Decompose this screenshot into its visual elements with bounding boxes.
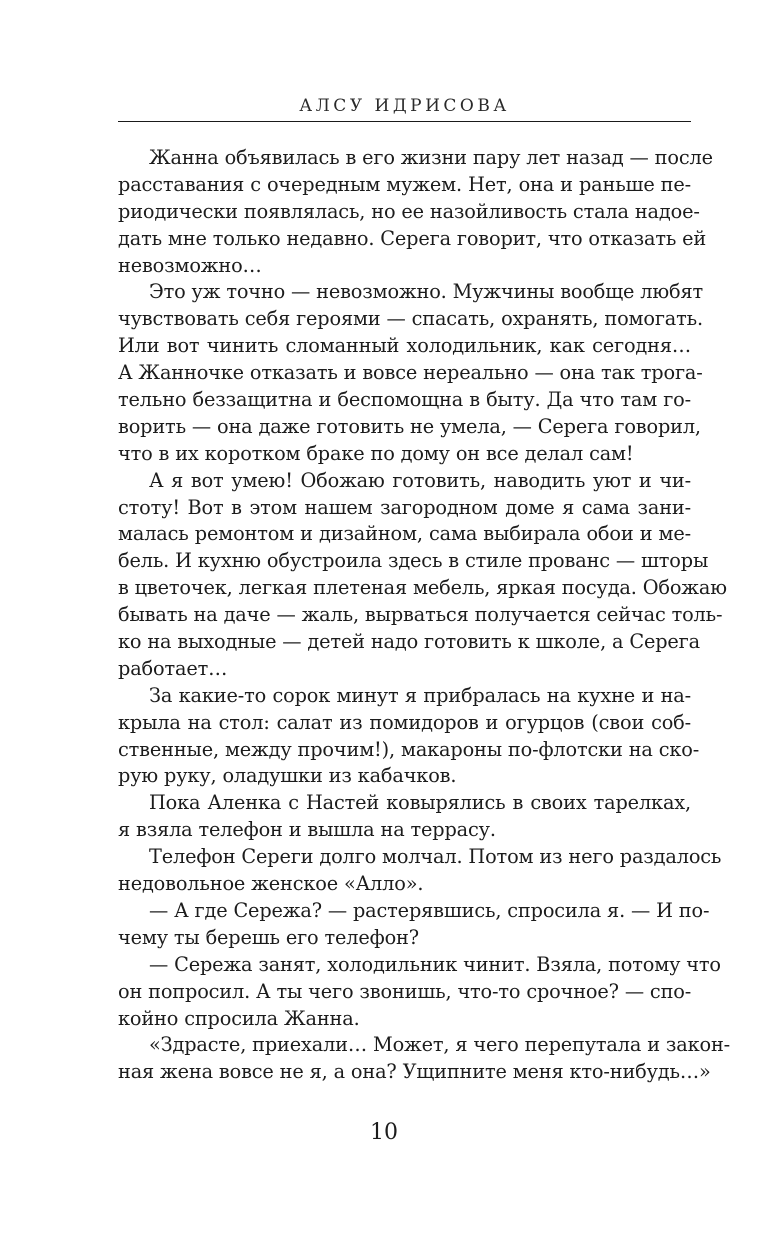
header-rule xyxy=(118,121,691,122)
text-line: тельно беззащитна и беспомощна в быту. Да что там го- xyxy=(118,388,691,412)
paragraph xyxy=(118,844,722,898)
text-line: дать мне только недавно. Серега говорит, что отказать ей xyxy=(118,226,707,250)
text-line: — А где Сережа? — растерявшись, спросила я. — И по- xyxy=(149,898,710,922)
paragraph xyxy=(118,468,727,683)
text-line: «Здрасте, приехали… Может, я чего перепутала и закон- xyxy=(149,1033,731,1057)
text-line: риодически появлялась, но ее назойливость стала надое- xyxy=(118,199,700,223)
paragraph xyxy=(118,145,713,279)
text-line: ко на выходные — детей надо готовить к школе, а Серега xyxy=(118,630,700,654)
text-line: расставания с очередным мужем. Нет, она и раньше пе- xyxy=(118,172,691,196)
text-line: он попросил. А ты чего звонишь, что-то срочное? — спо- xyxy=(118,979,692,1003)
text-line: ная жена вовсе не я, а она? Ущипните меня кто-нибудь…» xyxy=(118,1060,711,1084)
text-line: стоту! Вот в этом нашем загородном доме я сама зани- xyxy=(118,495,691,519)
text-line: чувствовать себя героями — спасать, охранять, помогать. xyxy=(118,307,703,331)
text-line: — Сережа занят, холодильник чинит. Взяла, потому что xyxy=(149,952,721,976)
text-line: что в их коротком браке по дому он все делал сам! xyxy=(118,441,634,465)
paragraph xyxy=(118,279,704,467)
text-line: крыла на стол: салат из помидоров и огурцов (свои соб- xyxy=(118,710,691,734)
text-line: чему ты берешь его телефон? xyxy=(118,925,419,949)
paragraph xyxy=(118,790,691,844)
text-line: Или вот чинить сломанный холодильник, как сегодня… xyxy=(118,334,691,358)
running-head-author: АЛСУ ИДРИСОВА xyxy=(299,96,510,116)
text-line: А Жанночке отказать и вовсе нереально — она так трога- xyxy=(118,361,703,385)
text-line: в цветочек, легкая плетеная мебель, яркая посуда. Обожаю xyxy=(118,576,727,600)
text-line: невозможно… xyxy=(118,253,262,277)
body-text xyxy=(118,145,731,1086)
text-line: За какие-то сорок минут я прибралась на кухне и на- xyxy=(149,683,691,707)
paragraph xyxy=(118,683,700,791)
paragraph xyxy=(118,1032,731,1086)
text-line: рую руку, оладушки из кабачков. xyxy=(118,764,457,788)
text-line: Жанна объявилась в его жизни пару лет назад — после xyxy=(149,146,713,169)
text-line: малась ремонтом и дизайном, сама выбирала обои и ме- xyxy=(118,522,691,546)
text-line: Телефон Сереги долго молчал. Потом из него раздалось xyxy=(149,845,722,869)
text-line: бель. И кухню обустроила здесь в стиле прованс — шторы xyxy=(118,549,709,573)
text-line: А я вот умею! Обожаю готовить, наводить уют и чи- xyxy=(149,468,691,492)
text-line: ворить — она даже готовить не умела, — Серега говорил, xyxy=(118,414,701,438)
page-number: 10 xyxy=(370,1120,398,1145)
paragraph xyxy=(118,898,710,952)
text-line: работает… xyxy=(118,656,228,680)
text-line: недовольное женское «Алло». xyxy=(118,872,424,896)
text-line: бывать на даче — жаль, вырваться получается сейчас толь- xyxy=(118,603,723,627)
text-line: Пока Аленка с Настей ковырялись в своих тарелках, xyxy=(149,791,691,815)
text-line: я взяла телефон и вышла на террасу. xyxy=(118,818,496,842)
text-line: койно спросила Жанна. xyxy=(118,1006,360,1030)
text-line: Это уж точно — невозможно. Мужчины вообще любят xyxy=(149,280,704,304)
text-line: ственные, между прочим!), макароны по-флотски на ско- xyxy=(118,737,700,761)
paragraph xyxy=(118,952,721,1033)
